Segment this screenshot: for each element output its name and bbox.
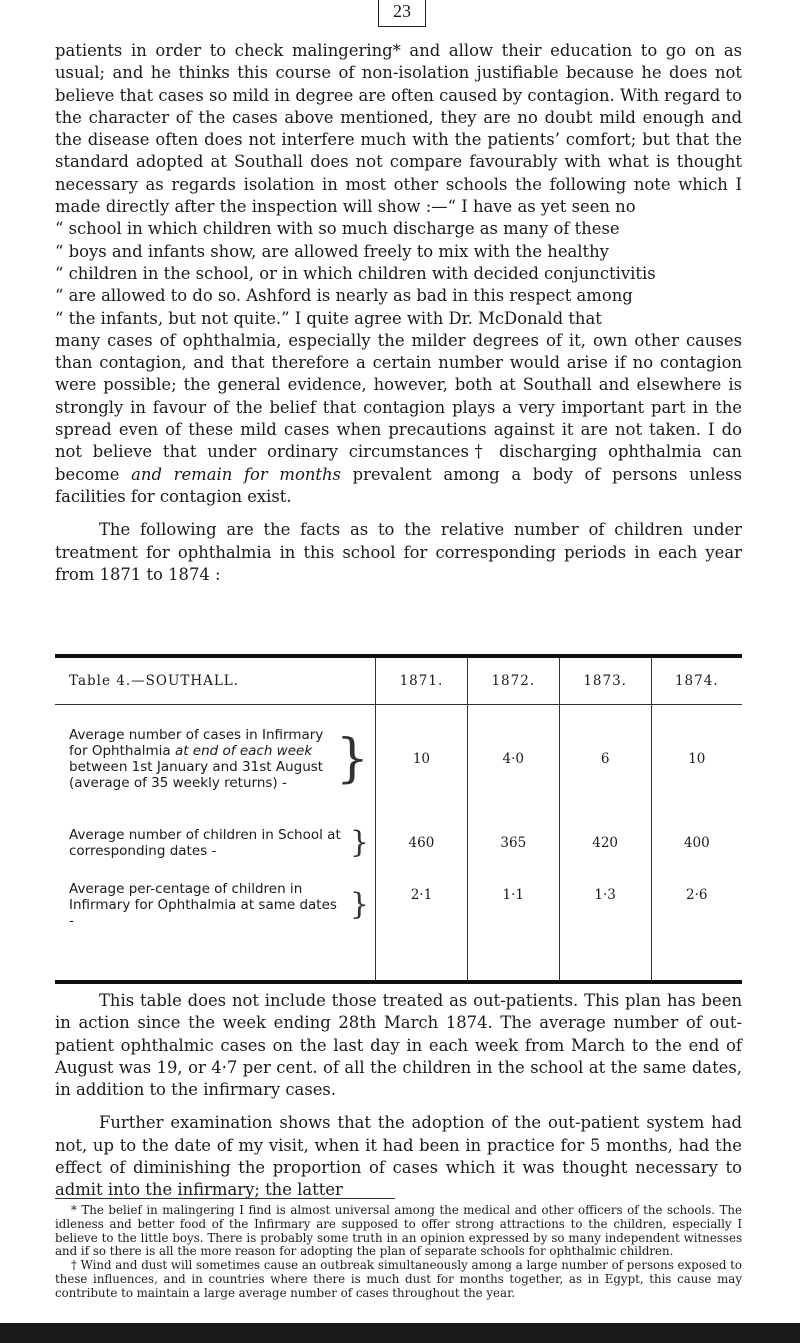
table-cell: 2·6: [651, 873, 742, 981]
paragraph-continued: [55, 40, 742, 508]
table-cell: 2·1: [376, 873, 468, 981]
table-cell: 6: [559, 705, 651, 813]
table-row: [55, 705, 742, 813]
quote-line: “ school in which children with so much discharge as many of these: [55, 219, 620, 239]
row-label: [55, 813, 376, 873]
table-row: [55, 813, 742, 873]
body-text-upper: [55, 40, 742, 586]
footnotes: [55, 1204, 742, 1301]
row-label-text: Average number of children in School at corresponding dates -: [69, 826, 341, 859]
quote-line: “ are allowed to do so. Ashford is nearly as bad in this respect among: [55, 286, 633, 306]
table-cell: 365: [467, 813, 559, 873]
paragraph-1-tail: many cases of ophthalmia, especially the milder degrees of it, own other causes than contagion, and that therefore a certain number would arise if no contagion were possible; the general evidence, however, both at Southall and elsewhere is strongly in favour of the belief that contagion plays a very important part in the spread even of these mild cases when precautions against it are not taken. I do not believe that under ordinary circumstances† discharging ophthalmia can become: [55, 330, 742, 484]
row-label-part: between 1st January and 31st August (average of 35 weekly returns) -: [69, 758, 324, 791]
table-cell: 420: [559, 813, 651, 873]
row-label-emphasis: at end of each week: [174, 742, 313, 759]
paragraph-1-end: prevalent among a body of persons unless facilities for contagion exist.: [55, 464, 742, 506]
brace-icon: }: [335, 728, 369, 789]
row-label-text: Average per-centage of children in Infirmary for Ophthalmia at same dates -: [69, 880, 337, 929]
table-cell: 10: [651, 705, 742, 813]
paragraph-2: The following are the facts as to the relative number of children under treatment for ophthalmia in this school for corresponding periods in each year from 1871 to 1874 :: [55, 520, 742, 584]
brace-icon: }: [349, 824, 369, 860]
paragraph-3: This table does not include those treated as out-patients. This plan has been in action since the week ending 28th March 1874. The average number of out-patient ophthalmic cases on the last day in each week from March to the end of August was 19, or 4·7 per cent. of all the children in the school at the same dates, in addition to the infirmary cases.: [55, 991, 742, 1100]
table-cell: 1·3: [559, 873, 651, 981]
quote-line: “ boys and infants show, are allowed freely to mix with the healthy: [55, 241, 609, 261]
emphasis-text: and remain for months: [131, 464, 341, 484]
table-cell: 4·0: [467, 705, 559, 813]
table-southall: [55, 654, 742, 984]
table-cell: 400: [651, 813, 742, 873]
year-header: 1872.: [467, 658, 559, 705]
table-cell: 1·1: [467, 873, 559, 981]
table-cell: 10: [376, 705, 468, 813]
table-row: [55, 873, 742, 981]
quote-line: “ children in the school, or in which children with decided conjunctivitis: [55, 263, 656, 283]
page-number: 23: [378, 0, 426, 27]
year-header: 1873.: [559, 658, 651, 705]
brace-icon: }: [349, 886, 369, 922]
year-header: 1874.: [651, 658, 742, 705]
year-header: 1871.: [376, 658, 468, 705]
row-label: [55, 873, 376, 981]
footnote: † Wind and dust will sometimes cause an outbreak simultaneously among a large number of persons exposed to these influences, and in countries where there is much dust for months together, as in Egypt, this cause may contribute to maintain a large average number of cases throughout the year.: [55, 1258, 742, 1300]
row-label-part: Average number of cases in Infirmary for Ophthalmia: [69, 726, 324, 759]
quote-line: “ the infants, but not quite.” I quite agree with Dr. McDonald that: [55, 308, 602, 328]
table-title: Table 4.—SOUTHALL.: [55, 658, 376, 705]
footnote-divider: [55, 1198, 395, 1199]
footnote: * The belief in malingering I find is almost universal among the medical and other officers of the schools. The idleness and better food of the Infirmary are supposed to offer strong attractions to the children, especially I believe to the little boys. There is probably some truth in an opinion expressed by so many independent witnesses and if so there is all the more reason for adopting the plan of separate schools for ophthalmic children.: [55, 1203, 742, 1259]
paragraph-1-text: patients in order to check malingering* and allow their education to go on as usual; and he thinks this course of non-isolation justifiable because he does not believe that cases so mild in degree are often caused by contagion. With regard to the character of the cases above mentioned, they are no doubt mild enough and the disease often does not interfere much with the patients’ comfort; but that the standard adopted at Southall does not compare favourably with what is thought necessary as regards isolation in most other schools the following note which I made directly after the inspection will show :—“ I have as yet seen no: [55, 41, 742, 217]
paragraph-4: Further examination shows that the adoption of the out-patient system had not, up to the date of my visit, when it had been in practice for 5 months, had the effect of diminishing the proportion of cases which it was thought necessary to admit into the infirmary; the latter: [55, 1113, 742, 1200]
page-edge-bar: [0, 1323, 800, 1343]
row-label: [55, 705, 376, 813]
body-text-lower: [55, 990, 742, 1202]
table-cell: 460: [376, 813, 468, 873]
